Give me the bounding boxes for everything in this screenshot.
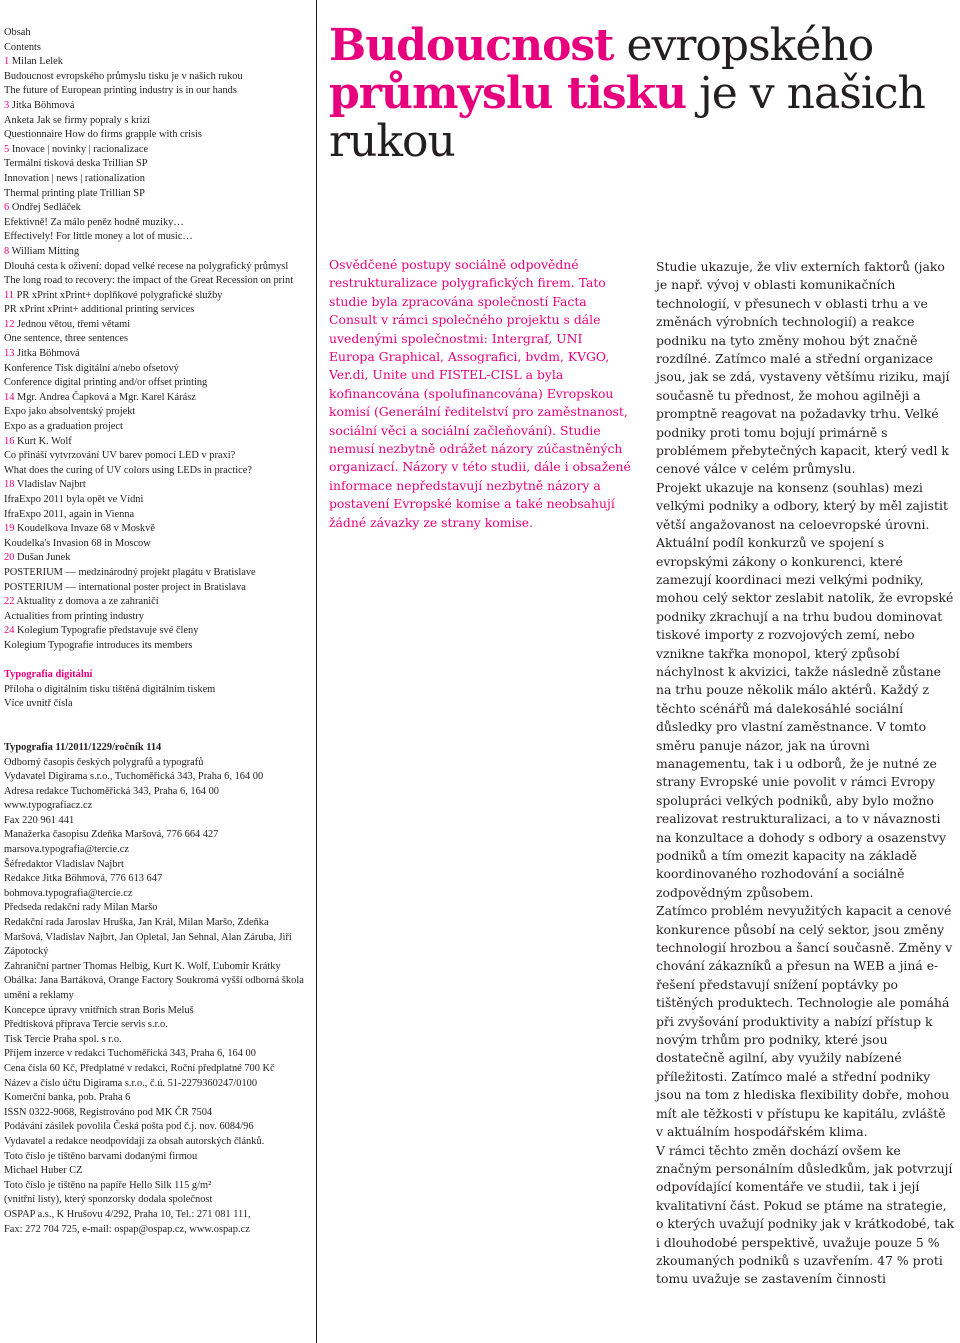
toc-entry-text: William Mitting — [11, 245, 80, 257]
toc-entry-line — [4, 449, 308, 464]
toc-entry — [4, 391, 308, 406]
toc-entry-text: Jitka Böhmová — [17, 348, 80, 360]
toc-entry-text: Kurt K. Wolf — [17, 435, 72, 447]
toc-entry-line — [4, 493, 308, 508]
toc-entry-text: Mgr. Andrea Čapková a Mgr. Karel Kárász — [17, 391, 196, 403]
toc-page-number: 24 — [4, 625, 15, 637]
toc-page-number: 3 — [4, 99, 10, 111]
toc-entry — [4, 551, 308, 566]
toc-entry — [4, 595, 308, 610]
toc-entry-text: Thermal printing plate Trillian SP — [4, 187, 145, 199]
toc-entry-text: PR xPrint xPrint+ doplňkové polygrafické služby — [16, 289, 223, 301]
imprint-line: marsova.typografia@tercie.cz — [4, 844, 129, 856]
toc-entry-text: Kolegium Typografie introduces its members — [4, 639, 193, 651]
imprint-line: ISSN 0322-9068, Registrováno pod MK ČR 7504 — [4, 1106, 213, 1118]
imprint-line: Vydavatel Digirama s.r.o., Tuchoměřická 343, Praha 6, 164 00 — [4, 771, 264, 783]
toc-entry — [4, 99, 308, 114]
imprint-line: Fax 220 961 441 — [4, 814, 75, 826]
toc-entry-text: POSTERIUM — international poster project in Bratislava — [4, 581, 246, 593]
supplement-line: Více uvnitř čísla — [4, 698, 73, 710]
toc-page-number: 1 — [4, 56, 10, 68]
toc-entry-text: Koudelkova Invaze 68 v Moskvě — [17, 523, 155, 535]
imprint-title: Typografia 11/2011/1229/ročník 114 — [4, 741, 162, 753]
toc-entry-line — [4, 230, 308, 245]
article-paragraph: Zatímco problém nevyužitých kapacit a cenové konkurence působí na celý sektor, jsou změny technologií hrozbou a šancí současně. Změny v chování zákazníků a přesun na WEB a jiná e-řešení představují snížení poptávky po tištěných produktech. Technologie ale pomáhá při zvyšování produktivity a nabízí přístup k novým trhům pro podniky, které jsou dostatečně agilní, aby využily nabízené příležitosti. Zatímco malé a střední podniky jsou na tom z hlediska flexibility dobře, mohou mít ale těžkosti v přístupu ke kapitálu, zvláště v aktuálním hospodářském klima. — [656, 903, 953, 1140]
supplement-line: Příloha o digitálním tisku tištěná digitálním tiskem — [4, 683, 216, 695]
toc-entry-line — [4, 537, 308, 552]
toc-page-number: 14 — [4, 391, 15, 403]
article-paragraph: Projekt ukazuje na konsenz (souhlas) mezi velkými podniky a odbory, který by měl zajistit větší angažovanost na celoevropské úrovni. — [656, 479, 948, 532]
toc-entry-text: Questionnaire How do firms grapple with crisis — [4, 129, 202, 141]
toc-page-number: 11 — [4, 289, 15, 301]
imprint-line: Koncepce úpravy vnitřních stran Boris Meluš — [4, 1004, 194, 1016]
toc-entry-line — [4, 260, 308, 275]
toc-entry — [4, 478, 308, 493]
toc-entry-line — [4, 420, 308, 435]
toc-page-number: 19 — [4, 523, 15, 535]
imprint-line: Toto číslo je tištěno na papíře Hello Silk 115 g/m² — [4, 1179, 212, 1191]
imprint-lines — [4, 756, 308, 1238]
toc-page-number: 8 — [4, 245, 10, 257]
toc-entry-line — [4, 376, 308, 391]
toc-entry-text: Inovace | novinky | racionalizace — [11, 143, 149, 155]
imprint-line: Zahraniční partner Thomas Helbig, Kurt K. Wolf, Ľubomír Krátky — [4, 960, 281, 972]
toc-entry-text: Conference digital printing and/or offset printing — [4, 377, 208, 389]
toc-entry-text: PR xPrint xPrint+ additional printing services — [4, 304, 195, 316]
toc-page-number: 12 — [4, 318, 15, 330]
imprint-line: Manažerka časopisu Zdeňka Maršová, 776 664 427 — [4, 829, 219, 841]
toc-entry-line — [4, 216, 308, 231]
toc-entry-line — [4, 303, 308, 318]
toc-entry-text: One sentence, three sentences — [4, 333, 129, 345]
toc-entry-line — [4, 464, 308, 479]
imprint-line: OSPAP a.s., K Hrušovu 4/292, Praha 10, Tel.: 271 081 111, — [4, 1208, 251, 1220]
article-title — [329, 22, 949, 166]
toc-entry-text: The long road to recovery: the impact of the Great Recession on print — [4, 275, 294, 287]
imprint-line: Odborný časopis českých polygrafů a typografů — [4, 756, 204, 768]
title-normal-part: evropského — [613, 20, 874, 71]
toc-entry — [4, 435, 308, 450]
toc-entry-text: Innovation | news | rationalization — [4, 172, 145, 184]
article-body — [656, 258, 956, 1289]
toc-entry-text: Co přináší vytvrzování UV barev pomocí LED v praxi? — [4, 450, 236, 462]
toc-entry-text: Budoucnost evropského průmyslu tisku je v našich rukou — [4, 70, 243, 82]
toc-entry-text: Expo jako absolventský projekt — [4, 406, 136, 418]
toc-entry-text: Ondřej Sedláček — [11, 202, 81, 214]
imprint-line: Předtisková příprava Tercie servis s.r.o. — [4, 1019, 168, 1031]
toc-entry-line — [4, 84, 308, 99]
toc-entry-text: Koudelka's Invasion 68 in Moscow — [4, 537, 151, 549]
toc-entry-text: Milan Lelek — [11, 56, 63, 68]
toc-entry-line — [4, 581, 308, 596]
toc-entry-text: Effectively! For little money a lot of music… — [4, 231, 193, 243]
imprint-line: Fax: 272 704 725, e-mail: ospap@ospap.cz, www.ospap.cz — [4, 1223, 250, 1235]
toc-entries — [4, 55, 308, 653]
toc-entry — [4, 318, 308, 333]
imprint-line: Michael Huber CZ — [4, 1165, 83, 1177]
toc-entry-text: Aktuality z domova a ze zahraničí — [16, 596, 159, 608]
imprint-line: Příjem inzerce v redakci Tuchoměřická 343, Praha 6, 164 00 — [4, 1048, 256, 1060]
title-normal-part: je v našich rukou — [329, 68, 925, 167]
toc-entry-text: Jitka Böhmová — [11, 99, 75, 111]
article-paragraph: Aktuální podíl konkurzů ve spojení s evropskými zákony o konkurenci, které zamezují koordinaci mezi velkými podniky, mohou celý sektor zeslabit natolik, že evropské podniky zkrachují a na trhu budou dominovat tiskové importy z rozvojových zemí, nebo vznikne takřka monopol, který způsobí náchylnost k akvizici, takže následně zůstane na trhu pouze několik málo aktérů. Každý z těchto scénářů má dalekosáhlé sociální důsledky pro vlastní zaměstnance. V tomto směru panuje názor, jak na úrovni managementu, tak i u odborů, že je nutné ze strany Evropské unie povolit v rámci Evropy spolupráci velkých podniků, aby bylo možno realizovat restrukturalizaci, a to v návaznosti na konzultace a dohody s odbory a osazenstvy podniků a tím omezit kapacity na základě koordinovaného rozhodování a sociálně zodpovědným způsobem. — [656, 535, 954, 900]
title-bold-part: Budoucnost — [329, 20, 614, 71]
toc-entry-text: Dušan Junek — [17, 552, 71, 564]
toc-entry-text: Jednou větou, třemi větami — [17, 318, 131, 330]
toc-entry-line — [4, 332, 308, 347]
toc-entry-text: Anketa Jak se firmy popraly s krizí — [4, 114, 151, 126]
imprint-line: Předseda redakční rady Milan Maršo — [4, 902, 158, 914]
imprint-line: bohmova.typografia@tercie.cz — [4, 887, 133, 899]
imprint-line: www.typografiacz.cz — [4, 800, 93, 812]
toc-entry — [4, 201, 308, 216]
imprint-line: Redakce Jitka Böhmová, 776 613 647 — [4, 873, 163, 885]
imprint-line: Název a číslo účtu Digirama s.r.o., č.ú. 51-2279360247/0100 — [4, 1077, 258, 1089]
article-intro: Osvědčené postupy sociálně odpovědné restrukturalizace polygrafických firem. Tato studie byla zpracována společností Facta Consult v rámci společného projektu s dále uvedenými společnostmi: Intergraf, UNI Europa Graphical, Assografici, bvdm, KVGO, Ver.di, Unite und FISTEL-CISL a byla kofinancována (spolufinancována) Evropskou komisí (Generální ředitelství pro zaměstnanost, sociální věci a sociální začleňování). Studie nemusí nezbytně odrážet názory zúčastněných organizací. Názory v této studii, dále i obsažené informace nepředstavují nezbytně názory a postavení Evropské komise a také neobsahují žádné závazky ze strany komise. — [329, 257, 631, 530]
toc-entry-text: Konference Tisk digitální a/nebo ofsetový — [4, 362, 179, 374]
article-paragraph: V rámci těchto změn dochází ovšem ke značným personálním důsledkům, jak potvrzují odpovídající komentáře ve studii, tak i její kvalitativní část. Pokud se ptáme na strategie, o kterých uvažují podniky jak v krátkodobé, tak i dlouhodobé perspektivě, uvažuje pouze 5 % zkoumaných podniků s uzavřením. 47 % proti tomu uvažuje se zastavením činnosti — [656, 1142, 955, 1287]
toc-entry-line — [4, 610, 308, 625]
toc-entry-text: The future of European printing industry is in our hands — [4, 85, 237, 97]
imprint-line: Vydavatel a redakce neodpovídají za obsah autorských článků. — [4, 1135, 265, 1147]
toc-entry — [4, 347, 308, 362]
imprint-line: Podávání zásilek povolila Česká pošta pod č.j. nov. 6084/96 — [4, 1121, 254, 1133]
toc-entry — [4, 143, 308, 158]
toc-page-number: 13 — [4, 348, 15, 360]
toc-entry-line — [4, 172, 308, 187]
toc-page-number: 5 — [4, 143, 10, 155]
toc-entry-line — [4, 187, 308, 202]
toc-entry-line — [4, 508, 308, 523]
toc-page-number: 16 — [4, 435, 15, 447]
toc-entry — [4, 289, 308, 304]
toc-entry-text: What does the curing of UV colors using LEDs in practice? — [4, 464, 252, 476]
toc-page-number: 6 — [4, 202, 10, 214]
imprint-line: Redakční rada Jaroslav Hruška, Jan Král, Milan Maršo, Zdeňka Maršová, Vladislav Najbrt, Jan Opletal, Jan Sehnal, Alan Záruba, Jiří Zápotocký — [4, 917, 292, 958]
toc-entry — [4, 55, 308, 70]
toc-entry-text: POSTERIUM — medzinárodný projekt plagátu v Bratislave — [4, 566, 256, 578]
toc-entry-text: IfraExpo 2011, again in Vienna — [4, 508, 135, 520]
toc-entry-text: IfraExpo 2011 byla opět ve Vídni — [4, 494, 144, 505]
toc-entry-line — [4, 566, 308, 581]
toc-entry — [4, 245, 308, 260]
supplement-title: Typografia digitální — [4, 669, 93, 681]
toc-entry-line — [4, 157, 308, 172]
imprint-line: Tisk Tercie Praha spol. s r.o. — [4, 1033, 122, 1045]
imprint-line: Komerční banka, pob. Praha 6 — [4, 1092, 131, 1104]
toc-entry-line — [4, 362, 308, 377]
imprint-line: (vnitřní listy), který sponzorsky dodala společnost — [4, 1194, 213, 1206]
toc-entry-line — [4, 114, 308, 129]
imprint-line: Obálka: Jana Bartáková, Orange Factory Soukromá vyšší odborná škola umění a reklamy — [4, 975, 304, 1001]
column-divider — [316, 0, 317, 1343]
toc-entry-line — [4, 128, 308, 143]
toc-entry — [4, 624, 308, 639]
toc-entry — [4, 522, 308, 537]
toc-entry-text: Kolegium Typografie představuje své členy — [17, 625, 199, 637]
imprint-line: Toto číslo je tištěno barvami dodanými firmou — [4, 1150, 198, 1162]
imprint-line: Šéfredaktor Vladislav Najbrt — [4, 858, 124, 870]
imprint-line: Cena čísla 60 Kč, Předplatné v redakci, Roční předplatné 700 Kč — [4, 1062, 275, 1074]
toc-entry-text: Termální tisková deska Trillian SP — [4, 158, 148, 170]
toc-contents-label: Contents — [4, 41, 41, 53]
toc-entry-text: Actualities from printing industry — [4, 610, 144, 622]
toc-entry-line — [4, 639, 308, 654]
toc-entry-text: Efektivně! Za málo peněz hodně muziky… — [4, 216, 184, 228]
toc-entry-line — [4, 405, 308, 420]
toc-entry-text: Vladislav Najbrt — [16, 479, 86, 491]
toc-entry-line — [4, 70, 308, 85]
toc-entry-text: Expo as a graduation project — [4, 421, 123, 433]
toc-entry-line — [4, 274, 308, 289]
imprint-line: Adresa redakce Tuchoměřická 343, Praha 6, 164 00 — [4, 785, 219, 797]
toc-heading: Obsah — [4, 27, 31, 38]
title-bold-part: průmyslu tisku — [329, 68, 687, 119]
toc-entry-text: Dlouhá cesta k oživení: dopad velké recese na polygrafický průmysl — [4, 260, 289, 272]
toc-page-number: 18 — [4, 479, 15, 491]
toc-page-number: 20 — [4, 552, 15, 564]
toc-page-number: 22 — [4, 596, 15, 608]
toc-column — [4, 26, 308, 1237]
article-paragraph: Studie ukazuje, že vliv externích faktorů (jako je např. vývoj v oblasti komunikačních technologií, v přesunech v oblasti trhu a ve změnách výrobních technologií) a reakce podniku na tyto změny mohou být značně rozdílné. Zatímco malé a střední organizace jsou, jak se zdá, vystaveny většímu riziku, mají současně tu přednost, že mohou agilněji a promptně reagovat na požadavky trhu. Velké podniky proti tomu bojují primárně s problémem přebytečných kapacit, který vedl k cenové válce v celém průmyslu. — [656, 259, 950, 477]
